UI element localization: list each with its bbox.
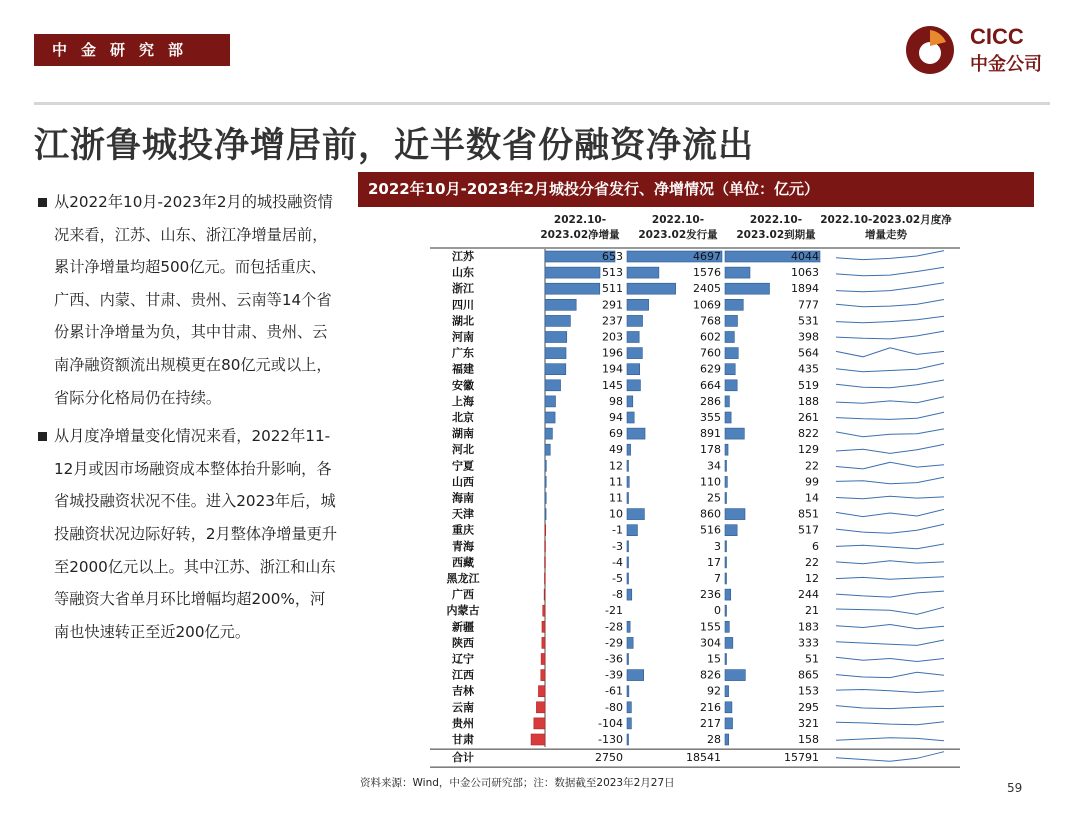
province-label: 山西 [452,475,474,489]
issuance-bar [627,734,629,745]
province-label: 安徽 [452,378,474,392]
monthly-trend-sparkline [836,577,944,579]
issuance-bar [627,541,629,552]
column-header-line1: 2022.10-2023.02月度净 [820,214,952,226]
net-increase-value: 49 [609,443,623,457]
province-label: 四川 [452,298,474,312]
total-trend-sparkline [836,752,944,762]
issuance-bar [627,283,676,294]
maturity-value: 153 [798,684,819,698]
cicc-logo [904,22,1054,78]
net-decrease-bar [545,525,546,536]
issuance-bar [627,412,634,423]
maturity-bar [725,315,737,326]
maturity-bar [725,396,729,407]
issuance-value: 110 [700,475,721,489]
province-label: 甘肃 [452,733,474,746]
net-decrease-bar [536,702,545,713]
maturity-bar [725,380,737,391]
issuance-value: 216 [700,700,721,714]
province-label: 辽宁 [452,652,474,666]
province-label: 西藏 [452,555,474,569]
province-label: 江西 [452,668,474,682]
issuance-value: 304 [700,636,721,650]
maturity-value: 435 [798,362,819,376]
monthly-trend-sparkline [836,690,944,693]
bullet-square-icon [38,432,47,441]
bullet-list [38,186,338,654]
net-decrease-bar [545,557,546,568]
maturity-value: 6 [812,539,819,553]
maturity-value: 519 [798,378,819,392]
net-increase-bar [545,509,546,520]
net-increase-value: -61 [605,684,623,698]
column-header-line2: 2023.02发行量 [638,229,718,241]
net-increase-bar [545,476,546,487]
net-increase-value: -28 [605,620,623,634]
maturity-bar [725,573,727,584]
net-decrease-bar [538,686,545,697]
monthly-trend-sparkline [836,331,944,339]
issuance-value: 1576 [693,266,721,280]
maturity-value: 51 [805,652,819,666]
province-label: 河北 [452,443,474,457]
issuance-bar [627,444,631,455]
issuance-bar [627,315,643,326]
net-increase-bar [545,348,566,359]
province-label: 上海 [452,394,474,408]
maturity-bar [725,476,727,487]
issuance-value: 92 [707,684,721,698]
issuance-value: 629 [700,362,721,376]
maturity-bar [725,557,727,568]
province-label: 湖北 [452,314,474,328]
monthly-trend-sparkline [836,267,944,275]
monthly-trend-sparkline [836,672,944,677]
maturity-bar [725,621,729,632]
maturity-bar [725,428,744,439]
net-increase-value: 69 [609,427,623,441]
maturity-bar [725,348,738,359]
maturity-value: 1894 [791,282,819,296]
issuance-bar [627,702,631,713]
total-maturity: 15791 [784,751,819,765]
issuance-value: 826 [700,668,721,682]
maturity-value: 12 [805,572,819,585]
province-label: 北京 [452,411,474,424]
province-label: 吉林 [452,684,474,698]
province-label: 重庆 [452,523,474,537]
issuance-value: 15 [707,652,721,666]
issuance-value: 664 [700,378,721,392]
bullet-item [38,420,338,648]
total-net-increase: 2750 [595,751,623,765]
net-decrease-bar [544,573,545,584]
monthly-trend-sparkline [836,509,944,516]
net-increase-value: -130 [598,733,623,746]
total-label: 合计 [452,751,474,765]
issuance-value: 286 [700,394,721,408]
maturity-value: 865 [798,668,819,682]
monthly-trend-sparkline [836,607,944,614]
maturity-value: 851 [798,507,819,521]
bullet-square-icon [38,198,47,207]
issuance-value: 760 [700,346,721,360]
maturity-bar [725,364,735,375]
maturity-bar [725,493,727,504]
net-increase-bar [545,315,570,326]
issuance-bar [627,493,629,504]
net-increase-value: 12 [609,459,623,473]
maturity-value: 822 [798,427,819,441]
monthly-trend-sparkline [836,429,944,437]
issuance-bar [627,299,649,310]
issuance-bar [627,718,631,729]
net-increase-bar [545,493,546,504]
province-label: 天津 [452,507,474,521]
province-label: 黑龙江 [446,572,480,585]
issuance-bar [627,348,642,359]
maturity-value: 22 [805,555,819,569]
maturity-bar [725,718,733,729]
issuance-bar [627,332,639,343]
issuance-bar [627,267,659,278]
net-increase-value: 513 [602,266,623,280]
issuance-bar [627,428,645,439]
province-label: 湖南 [452,427,474,441]
total-issuance: 18541 [686,751,721,765]
issuance-value: 3 [714,539,721,553]
issuance-value: 891 [700,427,721,441]
net-increase-value: -8 [612,588,623,602]
net-increase-bar [545,444,550,455]
monthly-trend-sparkline [836,316,944,323]
monthly-trend-sparkline [836,477,944,484]
issuance-value: 1069 [693,298,721,312]
issuance-value: 155 [700,620,721,634]
maturity-value: 244 [798,588,819,602]
net-increase-value: -36 [605,652,623,666]
department-badge: 中金研究部 [34,34,230,66]
net-decrease-bar [542,621,545,632]
maturity-value: 531 [798,314,819,328]
maturity-value: 295 [798,700,819,714]
net-increase-value: -104 [598,716,623,730]
net-increase-bar [545,332,567,343]
issuance-value: 17 [707,555,721,569]
net-increase-value: 10 [609,507,623,521]
province-label: 新疆 [452,620,474,634]
net-increase-bar [545,267,600,278]
net-decrease-bar [531,734,545,745]
monthly-trend-sparkline [836,591,944,597]
maturity-bar [725,460,727,471]
issuance-bar [627,621,630,632]
maturity-bar [725,444,728,455]
maturity-value: 188 [798,394,819,408]
column-header-line1: 2022.10- [651,214,705,226]
maturity-value: 129 [798,443,819,457]
province-label: 广西 [452,588,474,602]
bullet-text: 从月度净增量变化情况来看，2022年11-12月或因市场融资成本整体抬升影响，各省城投融资状况不佳。进入2023年后，城投融资状况边际好转，2月整体净增量更升至2000亿元以上。其中江苏、浙江和山东等融资大省单月环比增幅均超200%，河南也快速转正至近200亿元。 [54,427,338,641]
maturity-bar [725,412,731,423]
column-header-line2: 2023.02到期量 [736,229,816,241]
issuance-value: 4697 [693,250,721,263]
net-decrease-bar [542,637,545,648]
issuance-value: 516 [700,523,721,537]
bullet-text: 从2022年10月-2023年2月的城投融资情况来看，江苏、山东、浙江净增量居前，累计净增量均超500亿元。而包括重庆、广西、内蒙、甘肃、贵州、云南等14个省份累计净增量为负，其中甘肃、贵州、云南净融资额流出规模更在80亿元或以上，省际分化格局仍在持续。 [54,193,333,407]
net-increase-bar [545,364,566,375]
monthly-trend-sparkline [836,738,944,741]
net-increase-bar [545,299,576,310]
province-label: 河南 [452,330,474,344]
maturity-value: 398 [798,330,819,344]
issuance-bar [627,654,629,665]
issuance-bar [627,686,629,697]
maturity-bar [725,686,729,697]
province-label: 江苏 [452,250,474,263]
column-header-line1: 2022.10- [553,214,607,226]
logo-text-zh: 中金公司 [970,54,1042,75]
net-increase-value: 98 [609,394,623,408]
issuance-value: 602 [700,330,721,344]
net-increase-bar [545,412,555,423]
net-increase-value: -5 [612,572,623,585]
maturity-value: 21 [805,604,819,618]
issuance-bar [627,589,632,600]
province-label: 内蒙古 [446,604,480,618]
issuance-bar [627,557,629,568]
issuance-value: 217 [700,716,721,730]
province-label: 青海 [452,539,474,553]
net-increase-value: -80 [605,700,623,714]
maturity-value: 99 [805,475,819,489]
maturity-bar [725,670,745,681]
net-increase-bar [545,396,556,407]
net-increase-bar [545,283,600,294]
maturity-bar [725,702,732,713]
issuance-bar [627,637,633,648]
net-increase-value: -3 [612,539,623,553]
monthly-trend-sparkline [836,561,944,564]
monthly-trend-sparkline [836,706,944,709]
logo-text-en: CICC [970,24,1024,49]
issuance-bar [627,509,644,520]
issuance-value: 2405 [693,282,721,296]
net-increase-value: 237 [602,314,623,328]
monthly-trend-sparkline [836,300,944,307]
page-title: 江浙鲁城投净增居前，近半数省份融资净流出 [34,126,755,166]
province-label: 山东 [452,266,474,280]
issuance-value: 0 [714,604,721,618]
issuance-value: 355 [700,411,721,424]
issuance-value: 25 [707,491,721,505]
net-increase-value: -21 [605,604,623,618]
net-increase-value: 145 [602,378,623,392]
maturity-value: 333 [798,636,819,650]
monthly-trend-sparkline [836,363,944,371]
maturity-bar [725,541,727,552]
monthly-trend-sparkline [836,412,944,419]
net-decrease-bar [543,605,545,616]
monthly-trend-sparkline [836,524,944,533]
monthly-trend-sparkline [836,640,944,645]
net-decrease-bar [534,718,545,729]
monthly-trend-sparkline [836,722,944,725]
issuance-value: 860 [700,507,721,521]
issuance-bar [627,573,629,584]
net-increase-value: 194 [602,362,623,376]
monthly-trend-sparkline [836,397,944,404]
monthly-trend-sparkline [836,380,944,388]
monthly-trend-sparkline [836,251,944,260]
issuance-value: 236 [700,588,721,602]
monthly-trend-sparkline [836,657,944,661]
maturity-bar [725,332,734,343]
net-decrease-bar [544,589,545,600]
maturity-bar [725,283,769,294]
issuance-value: 28 [707,733,721,746]
issuance-value: 34 [707,459,721,473]
issuance-bar [627,380,640,391]
column-header-line1: 2022.10- [749,214,803,226]
province-label: 贵州 [452,716,474,730]
monthly-trend-sparkline [836,348,944,357]
province-label: 福建 [452,362,474,376]
net-increase-value: 196 [602,346,623,360]
issuance-value: 7 [714,572,721,585]
net-increase-value: 11 [609,491,623,505]
net-increase-value: -1 [612,523,623,537]
monthly-trend-sparkline [836,496,944,498]
net-decrease-bar [545,541,546,552]
cicc-logo-icon [904,24,956,76]
maturity-bar [725,525,737,536]
province-label: 广东 [452,346,474,360]
maturity-bar [725,589,731,600]
maturity-bar [725,734,729,745]
bullet-item [38,186,338,414]
monthly-trend-sparkline [836,544,944,549]
province-label: 云南 [452,700,474,714]
maturity-value: 158 [798,733,819,746]
issuance-bar [627,364,640,375]
net-increase-value: 291 [602,298,623,312]
issuance-value: 178 [700,443,721,457]
chart-title: 2022年10月-2023年2月城投分省发行、净增情况（单位：亿元） [358,172,1034,207]
column-header-line2: 增量走势 [865,229,907,241]
maturity-value: 321 [798,716,819,730]
net-increase-value: -4 [612,555,623,569]
net-increase-value: 94 [609,411,623,424]
maturity-value: 261 [798,411,819,424]
header-divider [34,102,1050,105]
province-label: 浙江 [452,282,474,296]
maturity-value: 183 [798,620,819,634]
maturity-value: 564 [798,346,819,360]
net-increase-value: 511 [602,282,623,296]
net-decrease-bar [541,670,545,681]
net-increase-bar [545,380,561,391]
monthly-trend-sparkline [836,444,944,453]
monthly-trend-sparkline [836,625,944,629]
net-increase-bar [545,428,552,439]
maturity-bar [725,637,733,648]
maturity-value: 14 [805,491,819,505]
net-decrease-bar [541,654,545,665]
net-increase-value: 11 [609,475,623,489]
province-table-chart [340,208,1040,768]
maturity-value: 517 [798,523,819,537]
issuance-bar [627,476,629,487]
issuance-bar [627,396,633,407]
issuance-bar [627,460,629,471]
maturity-value: 1063 [791,266,819,280]
net-increase-value: -39 [605,668,623,682]
maturity-value: 777 [798,298,819,312]
maturity-bar [725,299,743,310]
issuance-bar [627,670,644,681]
issuance-bar [627,525,637,536]
maturity-bar [725,267,750,278]
maturity-bar [725,605,727,616]
monthly-trend-sparkline [836,462,944,469]
province-label: 陕西 [452,636,474,650]
province-label: 宁夏 [452,459,474,473]
province-label: 海南 [452,491,474,505]
net-increase-value: -29 [605,636,623,650]
issuance-value: 768 [700,314,721,328]
source-note: 资料来源：Wind，中金公司研究部；注：数据截至2023年2月27日 [360,777,675,789]
net-increase-value: 653 [602,250,623,263]
maturity-bar [725,654,727,665]
net-increase-value: 203 [602,330,623,344]
net-increase-bar [545,460,546,471]
maturity-bar [725,509,745,520]
maturity-value: 4044 [791,250,819,263]
column-header-line2: 2023.02净增量 [540,229,620,241]
page-number: 59 [1007,781,1023,795]
maturity-value: 22 [805,459,819,473]
monthly-trend-sparkline [836,283,944,292]
